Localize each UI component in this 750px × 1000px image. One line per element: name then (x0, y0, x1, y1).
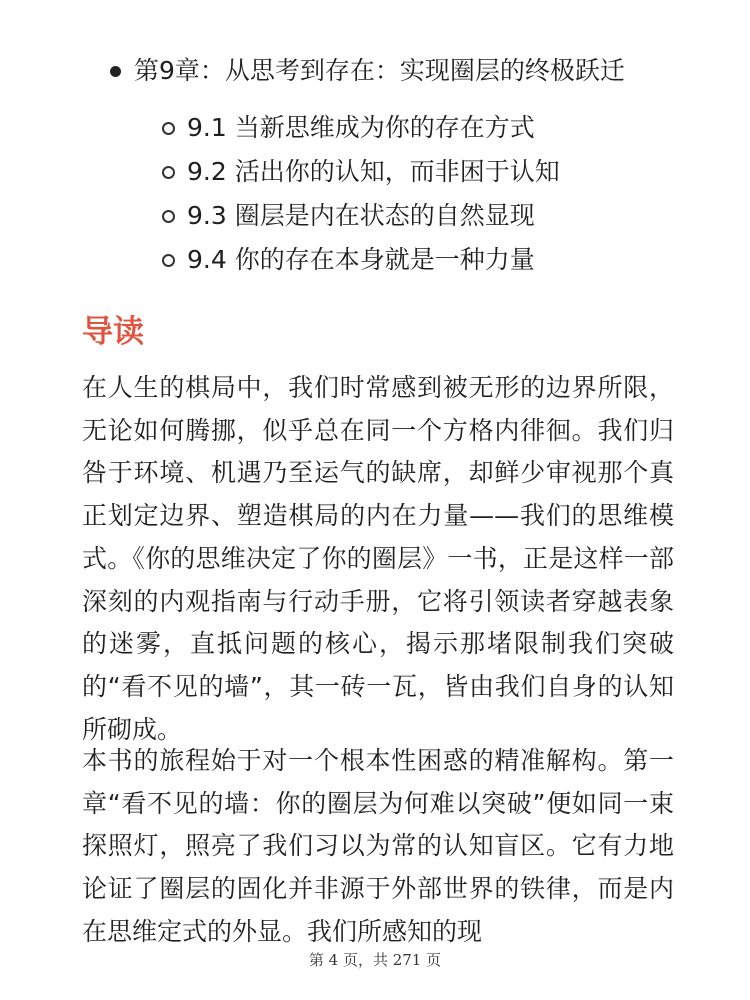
toc-section-title: 9.3 圈层是内在状态的自然显现 (187, 201, 535, 230)
page-number-footer: 第 4 页，共 271 页 (308, 951, 442, 969)
toc-section-title: 9.2 活出你的认知，而非困于认知 (187, 157, 560, 186)
hollow-bullet-icon (162, 210, 175, 223)
body-paragraph: 在人生的棋局中，我们时常感到被无形的边界所限，无论如何腾挪，似乎总在同一个方格内徘徊。我们归咎于环境、机遇乃至运气的缺席，却鲜少审视那个真正划定边界、塑造棋局的内在力量——我们的思维模式。《你的思维决定了你的圈层》一书，正是这样一部深刻的内观指南与行动手册，它将引领读者穿越表象的迷雾，直抵问题的核心，揭示那堵限制我们突破的“看不见的墙”，其一砖一瓦，皆由我们自身的认知所砌成。 (82, 373, 674, 744)
toc-chapter-item (0, 48, 750, 94)
body-paragraph: 本书的旅程始于对一个根本性困惑的精准解构。第一章“看不见的墙：你的圈层为何难以突破”便如同一束探照灯，照亮了我们习以为常的认知盲区。它有力地论证了圈层的固化并非源于外部世界的铁律，而是内在思维定式的外显。我们所感知的现 (82, 746, 674, 946)
toc-section-title: 9.1 当新思维成为你的存在方式 (187, 113, 535, 142)
bullet-dot-icon (110, 66, 121, 77)
toc-section-title: 9.4 你的存在本身就是一种力量 (187, 245, 535, 274)
hollow-bullet-icon (162, 254, 175, 267)
toc-section-item (0, 150, 750, 194)
toc-section-item (0, 106, 750, 150)
toc-section-item (0, 194, 750, 238)
hollow-bullet-icon (162, 122, 175, 135)
toc-section-item (0, 238, 750, 282)
hollow-bullet-icon (162, 166, 175, 179)
section-heading: 导读 (82, 314, 144, 350)
toc-chapter-title: 第9章：从思考到存在：实现圈层的终极跃迁 (134, 56, 625, 85)
